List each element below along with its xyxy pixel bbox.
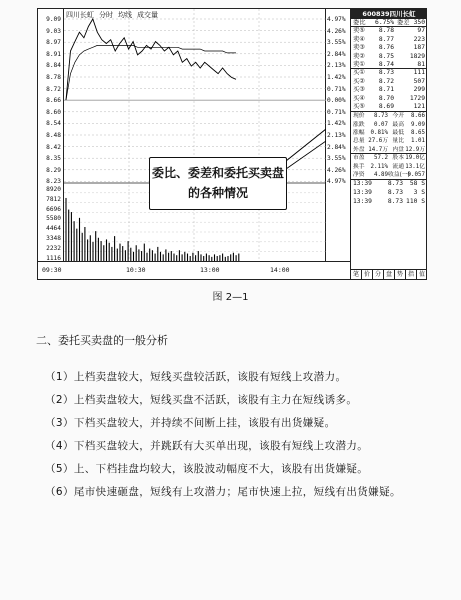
stat-row — [351, 121, 427, 129]
figure-caption: 图 2—1 — [212, 292, 249, 303]
order-volume: 111 — [413, 69, 425, 77]
quote-tab[interactable]: 价 — [362, 270, 373, 280]
tick-price: 8.73 — [387, 180, 403, 188]
left-axis-label: 8920 — [46, 186, 61, 193]
stat-label: 市盈 — [353, 155, 365, 162]
stat-row — [351, 137, 427, 145]
body-text — [36, 332, 454, 504]
tick-row — [351, 198, 427, 207]
order-label: 买④ — [353, 94, 365, 102]
stat-label: 内盘 — [392, 146, 404, 153]
order-volume: 97 — [417, 27, 425, 35]
right-axis-label: 2.84% — [327, 50, 346, 58]
left-axis-label: 8.23 — [46, 178, 61, 186]
order-label: 卖⑤ — [353, 27, 365, 35]
order-volume: 1729 — [409, 94, 425, 102]
tick-price: 8.73 — [387, 197, 403, 205]
stat-value: 8.73 — [374, 113, 388, 120]
stat-row — [351, 129, 427, 137]
analysis-paragraph: （6）尾市快速砸盘，短线有上攻潜力；尾市快速上拉，短线有出货嫌疑。 — [45, 486, 401, 498]
order-book-row — [351, 53, 427, 61]
chart-title-item: 四川长虹 — [66, 11, 94, 19]
right-axis-label: 4.97% — [327, 16, 346, 23]
order-label: 卖② — [353, 52, 365, 60]
left-axis-label: 8.97 — [46, 39, 61, 47]
order-label: 买① — [353, 69, 365, 77]
left-axis-label: 2232 — [46, 244, 61, 252]
order-book-row — [351, 27, 427, 35]
left-axis-label: 8.54 — [46, 120, 61, 128]
order-price: 6.75% — [375, 19, 394, 26]
order-extra: 委差 — [397, 19, 410, 26]
order-price: 8.72 — [378, 77, 394, 85]
order-book-row — [351, 69, 427, 77]
right-axis-label: 4.97% — [327, 178, 346, 186]
plot-area — [64, 9, 326, 261]
order-price: 8.77 — [378, 35, 394, 43]
time-label: 10:30 — [126, 266, 146, 274]
left-axis-label: 8.66 — [46, 97, 61, 105]
order-price: 8.78 — [378, 27, 394, 35]
left-axis-label: 8.60 — [46, 108, 61, 116]
stat-label: 最低 — [392, 130, 404, 137]
right-axis-label: 1.42% — [327, 74, 346, 81]
quote-tabs — [351, 269, 427, 280]
chart-title-item: 分时 — [99, 11, 113, 19]
tick-volume: 58 S — [409, 180, 425, 188]
left-axis-label: 8.48 — [46, 132, 61, 139]
right-axis-label: 2.13% — [327, 62, 346, 70]
left-axis-label: 8.42 — [46, 143, 61, 151]
quote-tab[interactable]: 分 — [373, 270, 384, 280]
analysis-paragraph: （4）下档买盘较大，并跳跃有大买单出现，该股有短线上攻潜力。 — [45, 440, 369, 452]
order-book-row — [351, 86, 427, 94]
analysis-paragraph: （1）上档卖盘较大，短线买盘较活跃，该股有短线上攻潜力。 — [45, 371, 347, 383]
left-axis-label: 8.29 — [46, 166, 61, 174]
tick-volume: 110 S — [406, 197, 425, 205]
right-axis-label: 1.42% — [327, 120, 346, 128]
stat-label: 收益(一) — [388, 172, 410, 179]
order-label: 买③ — [353, 86, 365, 94]
stat-value: 57.2 — [374, 155, 388, 162]
left-price-axis — [38, 9, 64, 261]
order-book-row — [351, 44, 427, 52]
quote-title: 600839四川长虹 — [351, 9, 427, 19]
order-price: 8.70 — [378, 94, 394, 102]
order-price: 8.71 — [378, 86, 394, 94]
order-book-row — [351, 36, 427, 44]
tick-time: 13:39 — [353, 180, 372, 188]
time-label: 14:00 — [270, 266, 290, 274]
section-title: 二、委托买卖盘的一般分析 — [36, 334, 168, 347]
price-volume-chart — [64, 9, 326, 261]
analysis-paragraph: （2）上档卖盘较大，短线买盘不活跃，该股有主力在短线诱多。 — [45, 394, 358, 406]
order-volume: 299 — [413, 86, 425, 94]
left-axis-label: 6696 — [46, 205, 61, 213]
order-volume: 223 — [413, 35, 425, 43]
tick-row — [351, 180, 427, 189]
time-label: 13:00 — [200, 266, 220, 274]
tick-volume: 3 S — [413, 189, 425, 197]
stat-label: 换手 — [353, 163, 365, 170]
left-axis-label: 7812 — [46, 195, 61, 203]
quote-tab[interactable]: 值 — [418, 271, 425, 278]
stat-value: 1.01 — [411, 138, 425, 145]
order-label: 买② — [353, 77, 365, 85]
analysis-paragraph: （5）上、下档挂盘均较大，该股波动幅度不大，该股有出货嫌疑。 — [45, 463, 369, 475]
stat-label: 股本 — [392, 155, 404, 162]
stat-label: 现价 — [353, 113, 365, 120]
callout-box — [149, 157, 287, 210]
stat-value: 0.07 — [374, 121, 388, 128]
stat-label: 总量 — [353, 138, 365, 145]
intraday-chart-figure — [37, 8, 427, 280]
order-price: 8.69 — [378, 102, 394, 110]
order-label: 卖① — [353, 60, 365, 68]
stat-value: 9.09 — [411, 121, 425, 128]
stat-value: 0.81% — [370, 130, 388, 137]
callout-line-2: 的各种情况 — [187, 186, 248, 200]
left-axis-label: 3348 — [46, 235, 61, 242]
callout-line-1: 委比、委差和委托买卖盘 — [151, 166, 284, 180]
stat-value: 2.11% — [370, 163, 388, 170]
left-axis-label: 4464 — [46, 225, 61, 233]
order-volume: 507 — [413, 77, 425, 85]
stat-label: 今开 — [392, 113, 404, 120]
stat-value: 0.057 — [407, 172, 425, 179]
stat-row — [351, 154, 427, 162]
stat-label: 量比 — [392, 138, 404, 145]
left-axis-label: 9.03 — [46, 27, 61, 35]
chart-title-bar — [66, 10, 163, 20]
right-axis-label: 0.71% — [327, 108, 346, 116]
quote-tab[interactable]: 笔 — [351, 270, 362, 280]
order-price: 8.75 — [378, 52, 394, 60]
order-label: 卖④ — [353, 35, 365, 43]
order-book-row — [351, 95, 427, 103]
stat-row — [351, 163, 427, 171]
order-volume: 1829 — [409, 52, 425, 60]
stat-value: 13.1亿 — [405, 163, 425, 170]
stat-value: 27.6万 — [368, 138, 388, 145]
right-axis-label: 4.26% — [327, 27, 346, 35]
left-axis-label: 1116 — [46, 254, 61, 262]
stat-label: 涨幅 — [353, 130, 365, 137]
order-volume: 187 — [413, 44, 425, 52]
order-label: 委比 — [353, 19, 366, 26]
stat-row — [351, 171, 427, 179]
right-axis-label: 0.00% — [327, 97, 346, 105]
right-axis-label: 3.55% — [327, 39, 346, 47]
tick-time: 13:39 — [353, 189, 372, 197]
right-axis-label: 4.26% — [327, 166, 346, 174]
order-volume: 121 — [413, 102, 425, 110]
stat-label: 外盘 — [353, 146, 365, 153]
stat-value: 14.7万 — [368, 146, 388, 153]
left-axis-label: 9.09 — [46, 16, 61, 23]
average-line — [66, 45, 236, 100]
stat-value: 12.9万 — [405, 146, 425, 153]
right-axis-label: 2.84% — [327, 143, 346, 151]
stat-value: 8.65 — [411, 130, 425, 137]
order-book-row — [351, 103, 427, 111]
right-axis-label: 2.13% — [327, 132, 346, 139]
stat-label: 最高 — [392, 121, 404, 128]
stat-label: 流通 — [392, 163, 404, 170]
right-axis-label: 0.71% — [327, 85, 346, 93]
stat-value: 8.66 — [411, 113, 425, 120]
order-volume: 350 — [413, 19, 425, 26]
stat-label: 净资 — [353, 172, 365, 179]
order-book-row — [351, 78, 427, 86]
order-volume: 81 — [417, 60, 425, 68]
quote-tab[interactable]: 势 — [395, 270, 406, 280]
right-axis-label: 3.55% — [327, 155, 346, 163]
quote-tab[interactable]: 盘 — [384, 270, 395, 280]
tick-time: 13:39 — [353, 197, 372, 205]
stat-label: 涨跌 — [353, 121, 365, 128]
time-label: 09:30 — [42, 266, 62, 274]
analysis-paragraph: （3）下档买盘较大，并持续不间断上挂，该股有出货嫌疑。 — [45, 417, 336, 429]
left-axis-label: 5580 — [46, 215, 61, 223]
right-percent-axis — [326, 9, 351, 261]
chart-title-item: 成交量 — [137, 11, 158, 19]
left-axis-label: 8.84 — [46, 62, 61, 70]
price-line — [66, 19, 236, 100]
left-axis-label: 8.35 — [46, 155, 61, 163]
left-axis-label: 8.78 — [46, 74, 61, 81]
order-label: 买⑤ — [353, 102, 365, 110]
tick-price: 8.73 — [387, 189, 403, 197]
order-price: 8.76 — [378, 44, 394, 52]
left-axis-label: 8.72 — [46, 85, 61, 93]
quote-panel — [351, 9, 427, 280]
quote-tab[interactable]: 指 — [406, 270, 417, 280]
left-axis-label: 8.91 — [46, 50, 61, 58]
order-label: 卖③ — [353, 44, 365, 52]
order-price: 8.74 — [378, 60, 394, 68]
order-price: 8.73 — [378, 69, 394, 77]
chart-title-item: 均线 — [118, 11, 132, 19]
stat-value: 4.89 — [374, 172, 388, 179]
stat-row — [351, 112, 427, 120]
tick-row — [351, 189, 427, 198]
stat-row — [351, 146, 427, 154]
stat-value: 19.0亿 — [405, 155, 425, 162]
time-axis — [38, 261, 351, 280]
